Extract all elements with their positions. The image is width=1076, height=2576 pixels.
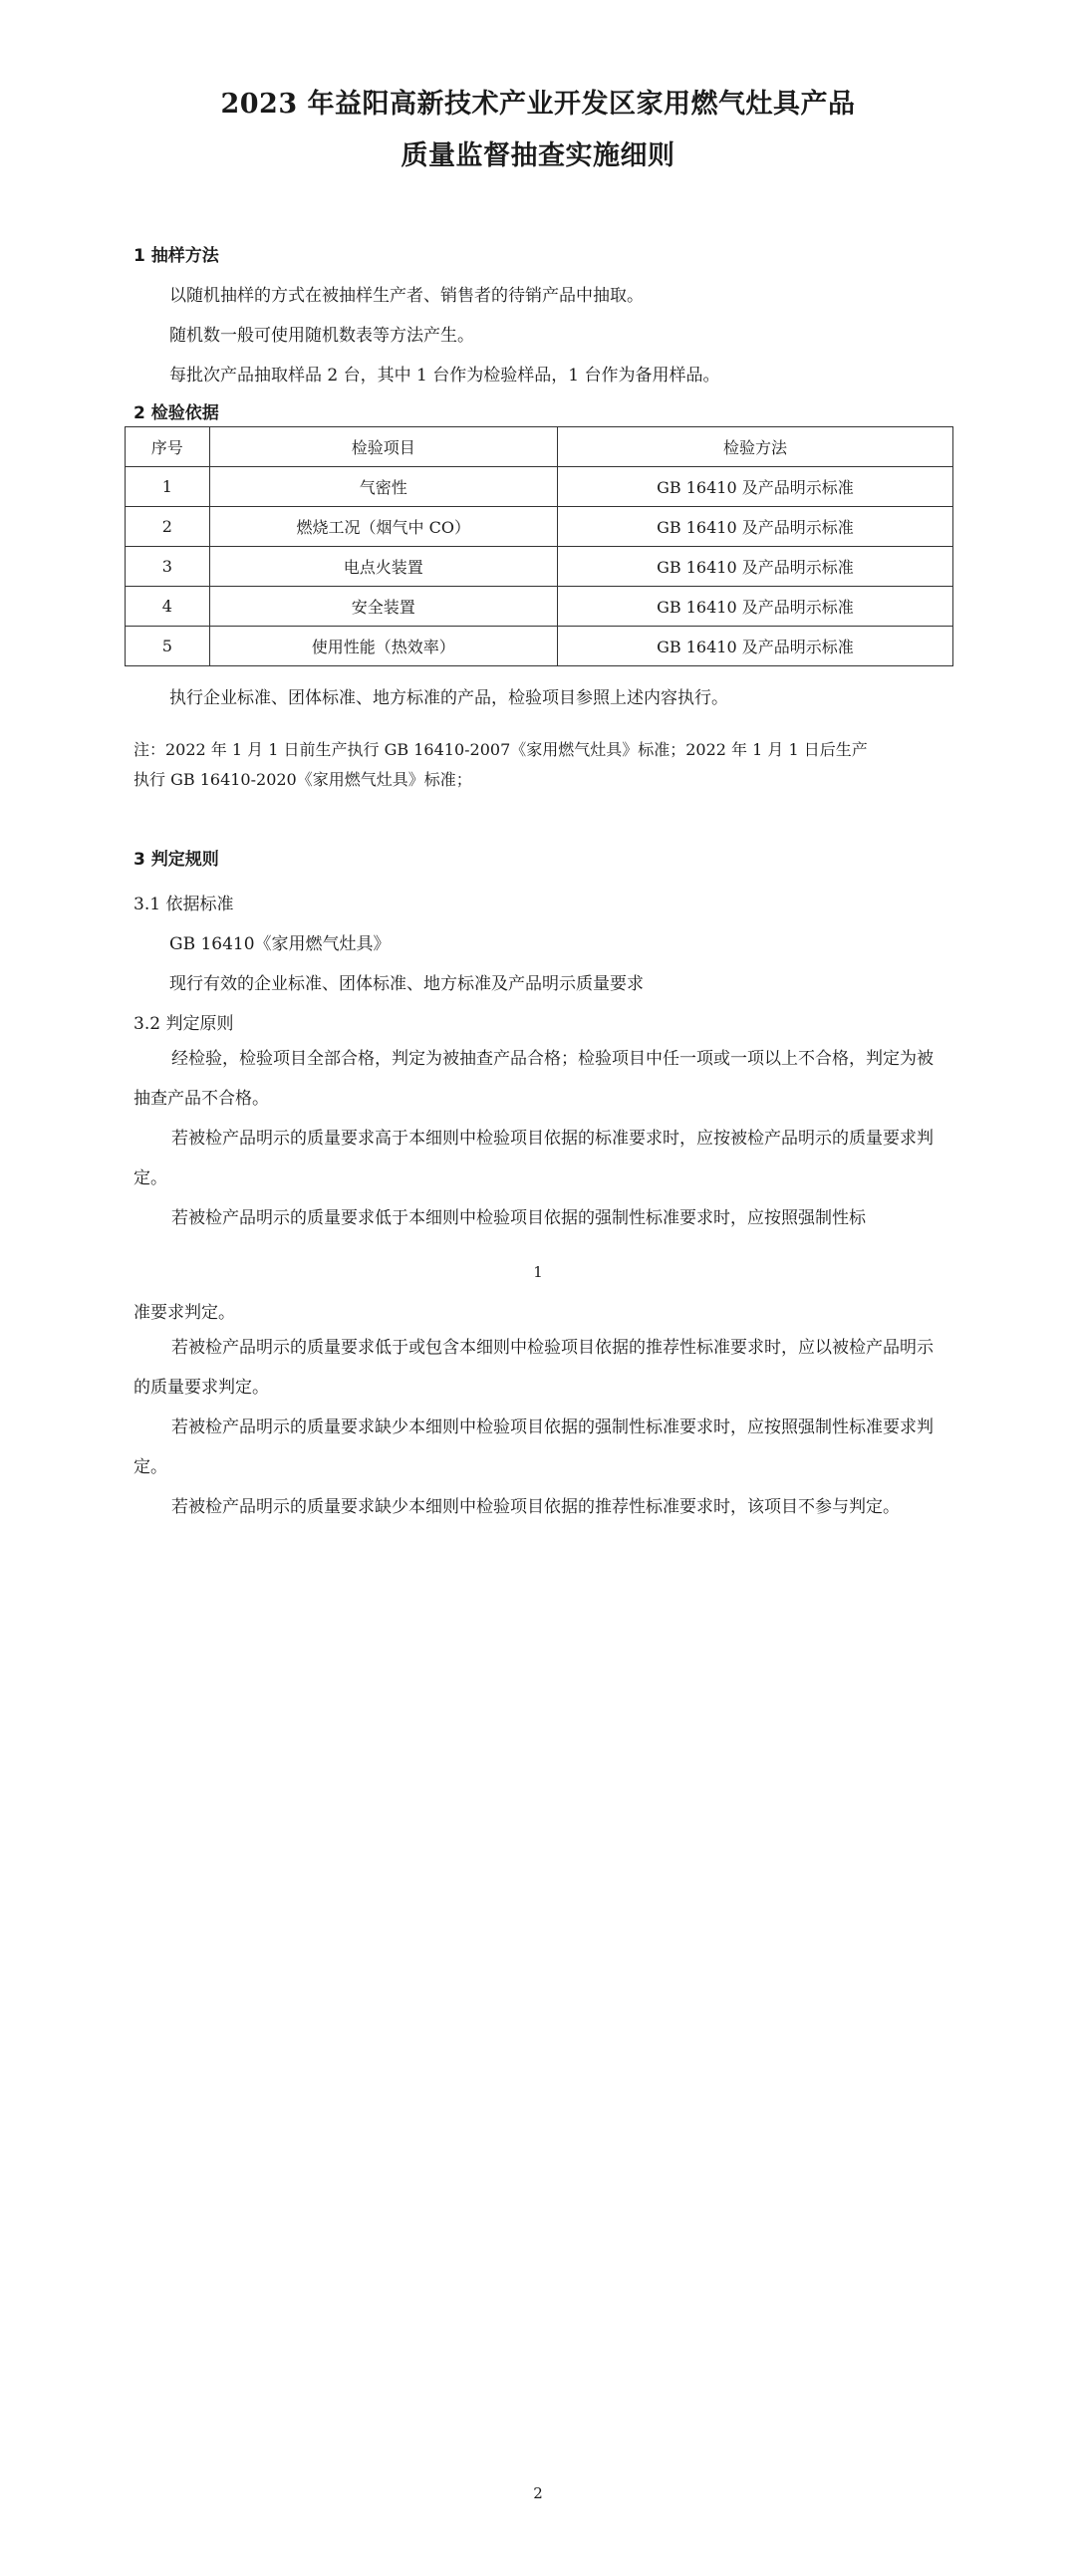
standard-note-line1: 注：2022 年 1 月 1 日前生产执行 GB 16410-2007《家用燃气灶具》标准；2022 年 1 月 1 日后生产 — [134, 740, 868, 759]
table-footnote: 执行企业标准、团体标准、地方标准的产品，检验项目参照上述内容执行。 — [169, 688, 728, 708]
table-cell: 电点火装置 — [209, 547, 557, 587]
table-cell: GB 16410 及产品明示标准 — [557, 507, 952, 547]
table-cell: GB 16410 及产品明示标准 — [557, 627, 952, 666]
table-cell: 气密性 — [209, 467, 557, 507]
table-cell: 5 — [126, 627, 210, 666]
table-row — [126, 587, 953, 627]
table-cell: 2 — [126, 507, 210, 547]
subsection-3-2-heading: 3.2 判定原则 — [134, 1014, 234, 1034]
table-row — [126, 627, 953, 666]
table-cell: 4 — [126, 587, 210, 627]
judgment-paragraph: 经检验，检验项目全部合格，判定为被抽查产品合格；检验项目中任一项或一项以上不合格，判定为被抽查产品不合格。 — [134, 1049, 934, 1109]
table-cell: 使用性能（热效率） — [209, 627, 557, 666]
page-number: 1 — [533, 1263, 543, 1281]
standard-note-line2: 执行 GB 16410-2020《家用燃气灶具》标准； — [134, 770, 472, 789]
section1-heading: 1 抽样方法 — [134, 246, 219, 266]
table-cell: GB 16410 及产品明示标准 — [557, 547, 952, 587]
table-cell: GB 16410 及产品明示标准 — [557, 467, 952, 507]
subsection-3-1-heading: 3.1 依据标准 — [134, 895, 234, 914]
inspection-table — [125, 426, 953, 666]
page-number: 2 — [533, 2484, 543, 2502]
table-row — [126, 547, 953, 587]
table-row — [126, 467, 953, 507]
table-header-row — [126, 427, 953, 467]
judgment-paragraph: 若被检产品明示的质量要求高于本细则中检验项目依据的标准要求时，应按被检产品明示的质量要求判定。 — [134, 1129, 934, 1188]
section1-line: 以随机抽样的方式在被抽样生产者、销售者的待销产品中抽取。 — [169, 286, 644, 306]
table-row — [126, 507, 953, 547]
judgment-paragraph-continued: 准要求判定。 — [134, 1303, 235, 1323]
table-cell: GB 16410 及产品明示标准 — [557, 587, 952, 627]
section1-line: 每批次产品抽取样品 2 台，其中 1 台作为检验样品，1 台作为备用样品。 — [169, 366, 720, 386]
judgment-paragraph: 若被检产品明示的质量要求缺少本细则中检验项目依据的推荐性标准要求时，该项目不参与判定。 — [171, 1497, 900, 1517]
section2-heading: 2 检验依据 — [134, 403, 219, 423]
section1-line: 随机数一般可使用随机数表等方法产生。 — [169, 326, 474, 346]
judgment-paragraph: 若被检产品明示的质量要求缺少本细则中检验项目依据的强制性标准要求时，应按照强制性标准要求判定。 — [134, 1417, 934, 1477]
document-title-line1: 2023 年益阳高新技术产业开发区家用燃气灶具产品 — [220, 89, 856, 120]
table-header-cell: 检验项目 — [209, 427, 557, 467]
section3-heading: 3 判定规则 — [134, 850, 219, 870]
judgment-paragraph: 若被检产品明示的质量要求低于本细则中检验项目依据的强制性标准要求时，应按照强制性标 — [171, 1208, 866, 1228]
table-cell: 安全装置 — [209, 587, 557, 627]
document-title-line2: 质量监督抽查实施细则 — [401, 140, 675, 171]
table-cell: 3 — [126, 547, 210, 587]
table-cell: 1 — [126, 467, 210, 507]
table-cell: 燃烧工况（烟气中 CO） — [209, 507, 557, 547]
standard-note — [134, 735, 948, 795]
basis-standard: GB 16410《家用燃气灶具》 — [169, 934, 391, 954]
basis-standard: 现行有效的企业标准、团体标准、地方标准及产品明示质量要求 — [169, 974, 644, 994]
judgment-paragraph: 若被检产品明示的质量要求低于或包含本细则中检验项目依据的推荐性标准要求时，应以被检产品明示的质量要求判定。 — [134, 1338, 934, 1398]
table-header-cell: 序号 — [126, 427, 210, 467]
table-header-cell: 检验方法 — [557, 427, 952, 467]
